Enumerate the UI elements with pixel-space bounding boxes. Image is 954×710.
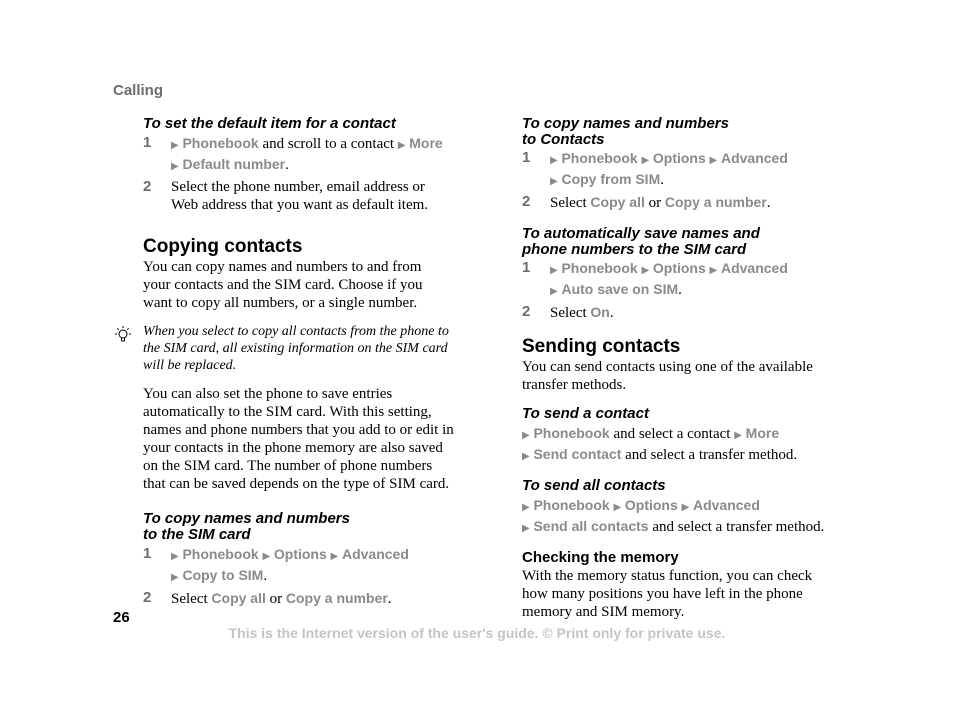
step-text: or xyxy=(269,591,283,607)
arrow-right-icon: ▶ xyxy=(641,155,650,166)
send-all-steps xyxy=(522,496,842,538)
arrow-right-icon: ▶ xyxy=(522,523,530,534)
heading-line: to Contacts xyxy=(522,131,605,148)
punctuation: . xyxy=(609,305,614,321)
arrow-right-icon: ▶ xyxy=(522,502,530,513)
tip-text xyxy=(143,323,478,374)
menu-copy-a-number: Copy a number xyxy=(285,590,388,606)
text-line: automatically to the SIM card. With this setting, xyxy=(143,404,432,420)
send-all-section xyxy=(522,478,842,538)
send-all-heading: To send all contacts xyxy=(522,477,666,494)
sending-contacts-section xyxy=(522,336,842,394)
send-contact-steps xyxy=(522,424,842,466)
text-line: You can send contacts using one of the available xyxy=(522,359,813,375)
arrow-right-icon: ▶ xyxy=(734,430,742,441)
send-contact-heading: To send a contact xyxy=(522,405,649,422)
step-1 xyxy=(143,134,478,176)
menu-auto-save-on-sim: Auto save on SIM xyxy=(561,281,679,297)
step-2 xyxy=(143,178,478,214)
tip-note xyxy=(143,323,478,374)
heading-line: To copy names and numbers xyxy=(143,510,350,527)
copy-to-sim-section xyxy=(143,511,478,608)
copying-contacts-heading: Copying contacts xyxy=(143,236,303,257)
step-text: Select xyxy=(550,305,587,321)
copying-contacts-section xyxy=(143,236,478,493)
text-line: You can copy names and numbers to and from xyxy=(143,259,422,275)
step-number: 2 xyxy=(143,589,152,606)
menu-options: Options xyxy=(273,546,327,562)
footer-notice: This is the Internet version of the user's guide. © Print only for private use. xyxy=(228,625,726,641)
text-line: names and phone numbers that you add to or edit in xyxy=(143,422,454,438)
menu-more: More xyxy=(409,135,443,151)
step-text: Select the phone number, email address or xyxy=(171,179,425,195)
arrow-right-icon: ▶ xyxy=(522,451,530,462)
copy-to-contacts-heading xyxy=(522,116,842,148)
copy-to-sim-heading xyxy=(143,511,478,543)
sending-contacts-heading: Sending contacts xyxy=(522,336,681,357)
heading-line: To copy names and numbers xyxy=(522,115,729,132)
menu-copy-a-number: Copy a number xyxy=(664,194,767,210)
arrow-right-icon: ▶ xyxy=(550,286,558,297)
menu-options: Options xyxy=(652,150,706,166)
arrow-right-icon: ▶ xyxy=(171,551,179,562)
step-text: or xyxy=(648,195,662,211)
default-item-section xyxy=(143,116,478,214)
heading-line: phone numbers to the SIM card xyxy=(522,241,747,258)
menu-phonebook: Phonebook xyxy=(182,135,259,151)
step-text: and scroll to a contact xyxy=(262,136,395,152)
checking-memory-text xyxy=(522,567,842,621)
arrow-right-icon: ▶ xyxy=(641,265,650,276)
menu-phonebook: Phonebook xyxy=(533,497,610,513)
lightbulb-icon xyxy=(113,325,133,345)
menu-copy-all: Copy all xyxy=(211,590,266,606)
arrow-right-icon: ▶ xyxy=(171,572,179,583)
step-number: 1 xyxy=(522,149,531,166)
copying-intro xyxy=(143,258,478,312)
arrow-right-icon: ▶ xyxy=(613,502,622,513)
text-line: memory and SIM memory. xyxy=(522,604,685,620)
auto-save-section xyxy=(522,226,842,322)
menu-phonebook: Phonebook xyxy=(561,260,638,276)
step-text: Web address that you want as default item. xyxy=(171,197,429,213)
menu-send-contact: Send contact xyxy=(533,446,622,462)
step-1 xyxy=(143,545,478,587)
heading-line: to the SIM card xyxy=(143,526,251,543)
checking-memory-heading: Checking the memory xyxy=(522,549,679,566)
menu-default-number: Default number xyxy=(182,156,286,172)
arrow-right-icon: ▶ xyxy=(522,430,530,441)
punctuation: . xyxy=(678,282,682,298)
text-line: your contacts in the phone memory are also saved xyxy=(143,440,443,456)
text-line: your contacts and the SIM card. Choose if you xyxy=(143,277,423,293)
step-number: 1 xyxy=(143,545,152,562)
menu-on: On xyxy=(590,304,610,320)
arrow-right-icon: ▶ xyxy=(550,176,558,187)
step-number: 1 xyxy=(143,134,152,151)
arrow-right-icon: ▶ xyxy=(262,551,271,562)
step-1 xyxy=(522,259,842,301)
send-contact-section xyxy=(522,406,842,466)
menu-advanced: Advanced xyxy=(341,546,409,562)
text-line: how many positions you have left in the phone xyxy=(522,586,803,602)
punctuation: . xyxy=(263,568,268,584)
menu-copy-from-sim: Copy from SIM xyxy=(561,171,661,187)
menu-advanced: Advanced xyxy=(720,260,788,276)
menu-advanced: Advanced xyxy=(720,150,788,166)
menu-phonebook: Phonebook xyxy=(561,150,638,166)
punctuation: . xyxy=(660,172,664,188)
text-line: that can be saved depends on the type of SIM card. xyxy=(143,476,450,492)
arrow-right-icon: ▶ xyxy=(709,265,718,276)
punctuation: . xyxy=(387,591,392,607)
left-column xyxy=(143,116,478,608)
step-number: 2 xyxy=(143,178,152,195)
heading-line: To automatically save names and xyxy=(522,225,760,242)
arrow-right-icon: ▶ xyxy=(550,265,558,276)
text-line: will be replaced. xyxy=(143,358,237,373)
text-line: When you select to copy all contacts from the phone to xyxy=(143,324,449,339)
section-label: Calling xyxy=(113,82,164,99)
step-number: 1 xyxy=(522,259,531,276)
menu-phonebook: Phonebook xyxy=(182,546,259,562)
menu-advanced: Advanced xyxy=(692,497,760,513)
checking-memory-section xyxy=(522,549,842,621)
arrow-right-icon: ▶ xyxy=(709,155,718,166)
auto-save-heading xyxy=(522,226,842,258)
copy-to-contacts-section xyxy=(522,116,842,212)
sending-intro xyxy=(522,358,842,394)
menu-send-all-contacts: Send all contacts xyxy=(533,518,649,534)
step-1 xyxy=(522,149,842,191)
step-text: and select a transfer method. xyxy=(652,519,825,535)
text-line: want to copy all numbers, or a single number. xyxy=(143,295,418,311)
page-number: 26 xyxy=(113,609,130,626)
arrow-right-icon: ▶ xyxy=(171,161,179,172)
step-number: 2 xyxy=(522,303,531,320)
punctuation: . xyxy=(766,195,771,211)
arrow-right-icon: ▶ xyxy=(550,155,558,166)
step-number: 2 xyxy=(522,193,531,210)
arrow-right-icon: ▶ xyxy=(397,140,406,151)
text-line: the SIM card, all existing information on the SIM card xyxy=(143,341,448,356)
right-column xyxy=(522,116,842,621)
menu-options: Options xyxy=(652,260,706,276)
text-line: transfer methods. xyxy=(522,377,627,393)
step-text: Select xyxy=(171,591,208,607)
arrow-right-icon: ▶ xyxy=(171,140,179,151)
default-item-heading: To set the default item for a contact xyxy=(143,115,396,132)
step-text: Select xyxy=(550,195,587,211)
punctuation: . xyxy=(285,157,289,173)
menu-more: More xyxy=(745,425,780,441)
menu-options: Options xyxy=(624,497,678,513)
step-text: and select a transfer method. xyxy=(625,447,798,463)
menu-copy-to-sim: Copy to SIM xyxy=(182,567,264,583)
menu-copy-all: Copy all xyxy=(590,194,645,210)
auto-save-explanation xyxy=(143,385,478,493)
text-line: With the memory status function, you can check xyxy=(522,568,813,584)
step-2 xyxy=(143,589,478,608)
arrow-right-icon: ▶ xyxy=(681,502,690,513)
text-line: on the SIM card. The number of phone numbers xyxy=(143,458,433,474)
menu-phonebook: Phonebook xyxy=(533,425,610,441)
step-2 xyxy=(522,303,842,322)
arrow-right-icon: ▶ xyxy=(330,551,339,562)
step-text: and select a contact xyxy=(613,426,731,442)
text-line: You can also set the phone to save entries xyxy=(143,386,393,402)
step-2 xyxy=(522,193,842,212)
